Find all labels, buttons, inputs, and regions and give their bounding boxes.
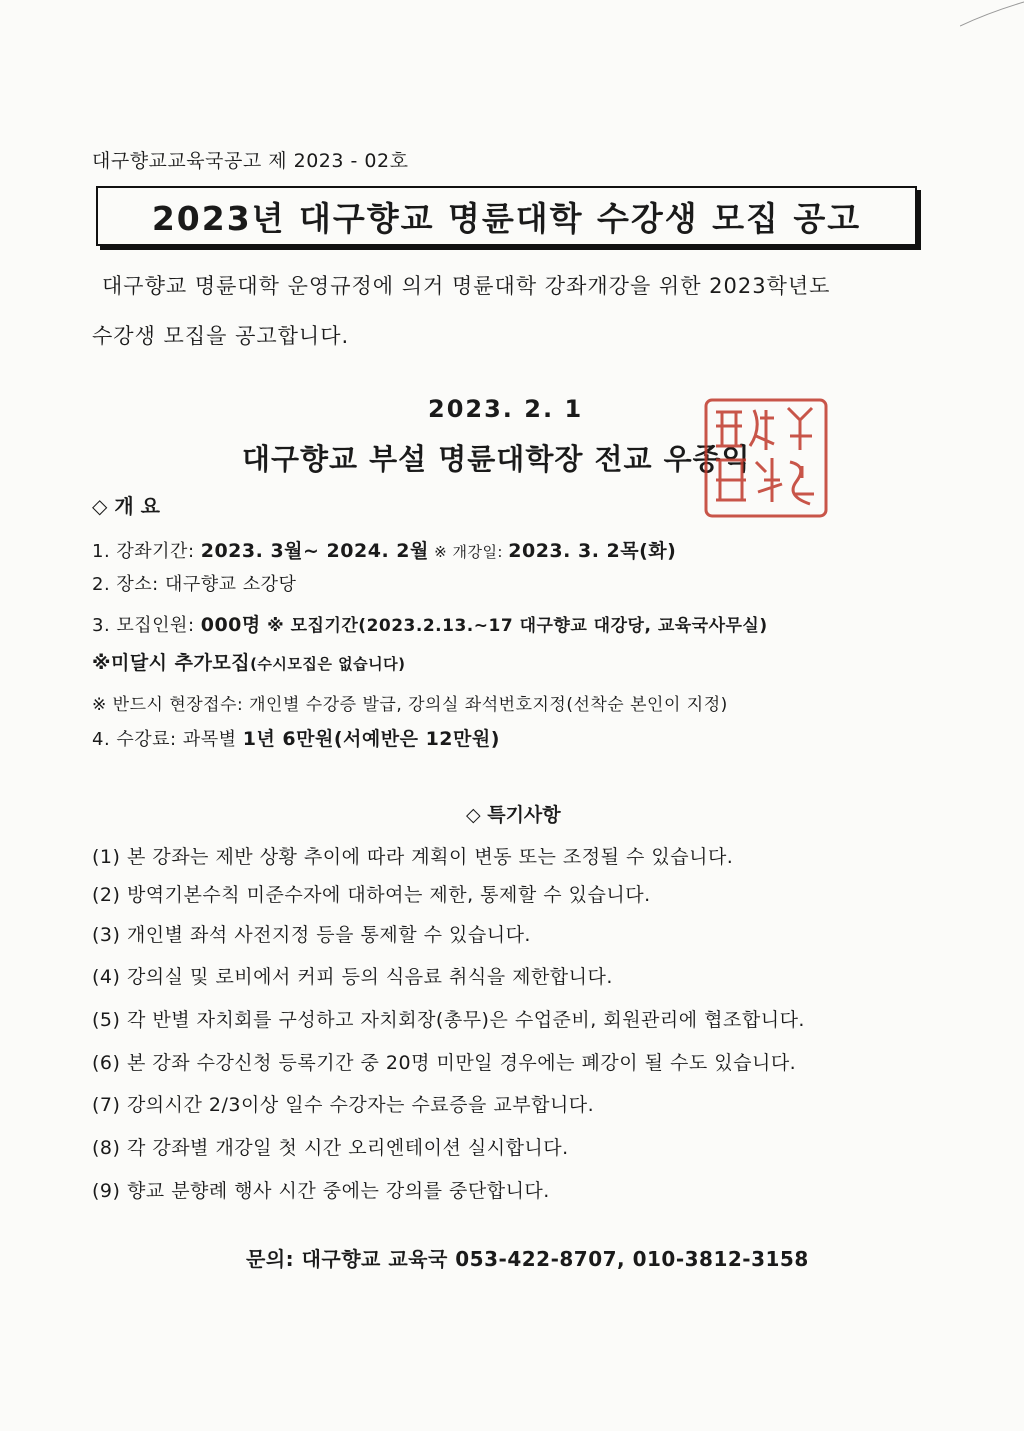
overview-heading: ◇ 개 요 (92, 494, 160, 518)
overview-item-2: 2. 장소: 대구향교 소강당 (92, 574, 297, 595)
special-note-4: (4) 강의실 및 로비에서 커피 등의 식음료 취식을 제한합니다. (92, 966, 613, 988)
overview-item-3-note: ※ 반드시 현장접수: 개인별 수강증 발급, 강의실 좌석번호지정(선착순 본인이 지정) (92, 695, 728, 715)
notice-number: 대구향교교육국공고 제 2023 - 02호 (92, 150, 409, 172)
special-note-1: (1) 본 강좌는 제반 상황 추이에 따라 계획이 변동 또는 조정될 수 있습니다. (92, 846, 734, 868)
title-box (96, 186, 917, 246)
intro-line-1: 대구향교 명륜대학 운영규정에 의거 명륜대학 강좌개강을 위한 2023학년도 (102, 274, 831, 298)
tuition-label: 4. 수강료: 과목별 (92, 729, 243, 750)
additional-recruit-note: (수시모집은 없습니다) (250, 655, 406, 673)
paper-fold-line (960, 0, 1024, 30)
opening-date-label: ※ 개강일: (428, 543, 509, 561)
course-period-label: 1. 강좌기간: (92, 541, 201, 562)
issue-date: 2023. 2. 1 (428, 395, 584, 423)
special-note-2: (2) 방역기본수칙 미준수자에 대하여는 제한, 통제할 수 있습니다. (92, 884, 651, 906)
recruit-count-value: 000명 (200, 614, 261, 636)
overview-item-1 (92, 536, 676, 563)
special-note-6: (6) 본 강좌 수강신청 등록기간 중 20명 미만일 경우에는 폐강이 될 수도 있습니다. (92, 1052, 797, 1074)
additional-recruit: ※미달시 추가모집 (92, 652, 251, 674)
intro-line-2: 수강생 모집을 공고합니다. (92, 324, 350, 348)
special-note-9: (9) 향교 분향례 행사 시간 중에는 강의를 중단합니다. (92, 1180, 550, 1202)
overview-item-4 (92, 724, 500, 751)
official-seal-icon (702, 396, 830, 520)
recruit-period: ※ 모집기간(2023.2.13.~17 대구향교 대강당, 교육국사무실) (260, 616, 768, 636)
contact-info: 문의: 대구향교 교육국 053-422-8707, 010-3812-3158 (246, 1247, 809, 1271)
special-note-7: (7) 강의시간 2/3이상 일수 수강자는 수료증을 교부합니다. (92, 1094, 595, 1116)
issuer-name: 대구향교 부설 명륜대학장 전교 우종익 (242, 442, 751, 476)
course-period-value: 2023. 3월~ 2024. 2월 (200, 540, 429, 562)
special-note-5: (5) 각 반별 자치회를 구성하고 자치회장(총무)은 수업준비, 회원관리에 협조합니다. (92, 1009, 805, 1031)
special-notes-heading: ◇ 특기사항 (466, 804, 561, 826)
recruit-count-label: 3. 모집인원: (92, 615, 201, 636)
opening-date-value: 2023. 3. 2목(화) (508, 540, 677, 562)
document-title: 2023년 대구향교 명륜대학 수강생 모집 공고 (151, 198, 862, 238)
special-note-3: (3) 개인별 좌석 사전지정 등을 통제할 수 있습니다. (92, 924, 531, 946)
tuition-value: 1년 6만원(서예반은 12만원) (242, 728, 500, 750)
overview-item-3 (92, 610, 768, 637)
overview-item-3-extra (92, 648, 405, 675)
special-note-8: (8) 각 강좌별 개강일 첫 시간 오리엔테이션 실시합니다. (92, 1137, 569, 1159)
